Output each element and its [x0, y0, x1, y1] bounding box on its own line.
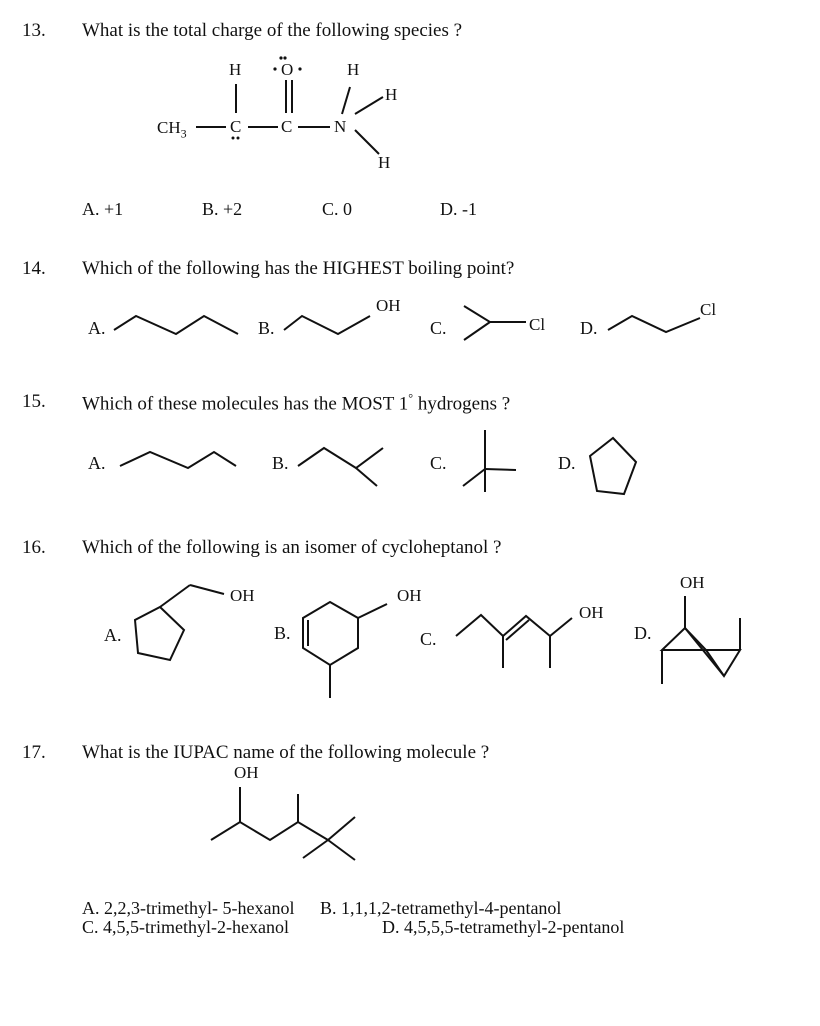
q16-d-oh: OH — [680, 573, 705, 592]
q13-atom-n: N — [334, 117, 347, 136]
q14-c-cl: Cl — [529, 315, 546, 334]
q15-option-d[interactable]: D. — [558, 453, 576, 473]
q13-atom-h1: H — [229, 60, 242, 79]
q17-answer-b[interactable]: B. 1,1,1,2-tetramethyl-4-pentanol — [320, 898, 562, 918]
q14-option-a[interactable]: A. — [88, 318, 106, 338]
q15-option-a[interactable]: A. — [88, 453, 106, 473]
q16-a-oh: OH — [230, 586, 255, 605]
q16-c-oh: OH — [579, 603, 604, 622]
q17-answer-a[interactable]: A. 2,2,3-trimethyl- 5-hexanol — [82, 898, 295, 918]
q17-chain — [211, 822, 328, 840]
q13-atom-ch3: $CH_3$ — [157, 118, 187, 141]
q13-option-c[interactable]: C. 0 — [322, 199, 353, 219]
q17-answer-d[interactable]: D. 4,5,5,5-tetramethyl-2-pentanol — [382, 917, 625, 937]
q14-d-cl: Cl — [700, 300, 717, 319]
q15-option-b[interactable]: B. — [272, 453, 289, 473]
q13-option-b[interactable]: B. +2 — [202, 199, 243, 219]
q13-atom-h3: H — [385, 85, 398, 104]
q13-option-d[interactable]: D. -1 — [440, 199, 477, 219]
question-14-text: Which of the following has the HIGHEST boiling point? — [82, 258, 515, 279]
q13-atom-h2: H — [347, 60, 360, 79]
q13-atom-c1: C — [230, 117, 242, 136]
q14-b-oh: OH — [376, 296, 401, 315]
question-13-number: 13. — [22, 20, 46, 41]
question-13-text: What is the total charge of the following species ? — [82, 20, 463, 41]
question-14-number: 14. — [22, 258, 46, 279]
q13-atom-c2: C — [281, 117, 293, 136]
q16-option-a[interactable]: A. — [104, 625, 122, 645]
question-16-text: Which of the following is an isomer of cycloheptanol ? — [82, 537, 502, 558]
question-15-number: 15. — [22, 391, 46, 412]
q16-option-d[interactable]: D. — [634, 623, 652, 643]
q16-b-oh: OH — [397, 586, 422, 605]
q14-option-c[interactable]: C. — [430, 318, 447, 338]
question-17-text: What is the IUPAC name of the following molecule ? — [82, 742, 490, 763]
q15-option-c[interactable]: C. — [430, 453, 447, 473]
question-15-text: Which of these molecules has the MOST 1° hydrogens ? — [82, 391, 511, 415]
q14-option-b[interactable]: B. — [258, 318, 275, 338]
question-16-number: 16. — [22, 537, 46, 558]
q17-answer-c[interactable]: C. 4,5,5-trimethyl-2-hexanol — [82, 917, 289, 937]
q13-atom-o: O — [281, 60, 294, 79]
q13-option-a[interactable]: A. +1 — [82, 199, 124, 219]
q13-atom-h4: H — [378, 153, 391, 172]
q17-oh: OH — [234, 763, 259, 782]
q16-option-b[interactable]: B. — [274, 623, 291, 643]
question-17-number: 17. — [22, 742, 46, 763]
q16-option-c[interactable]: C. — [420, 629, 437, 649]
q14-option-d[interactable]: D. — [580, 318, 598, 338]
